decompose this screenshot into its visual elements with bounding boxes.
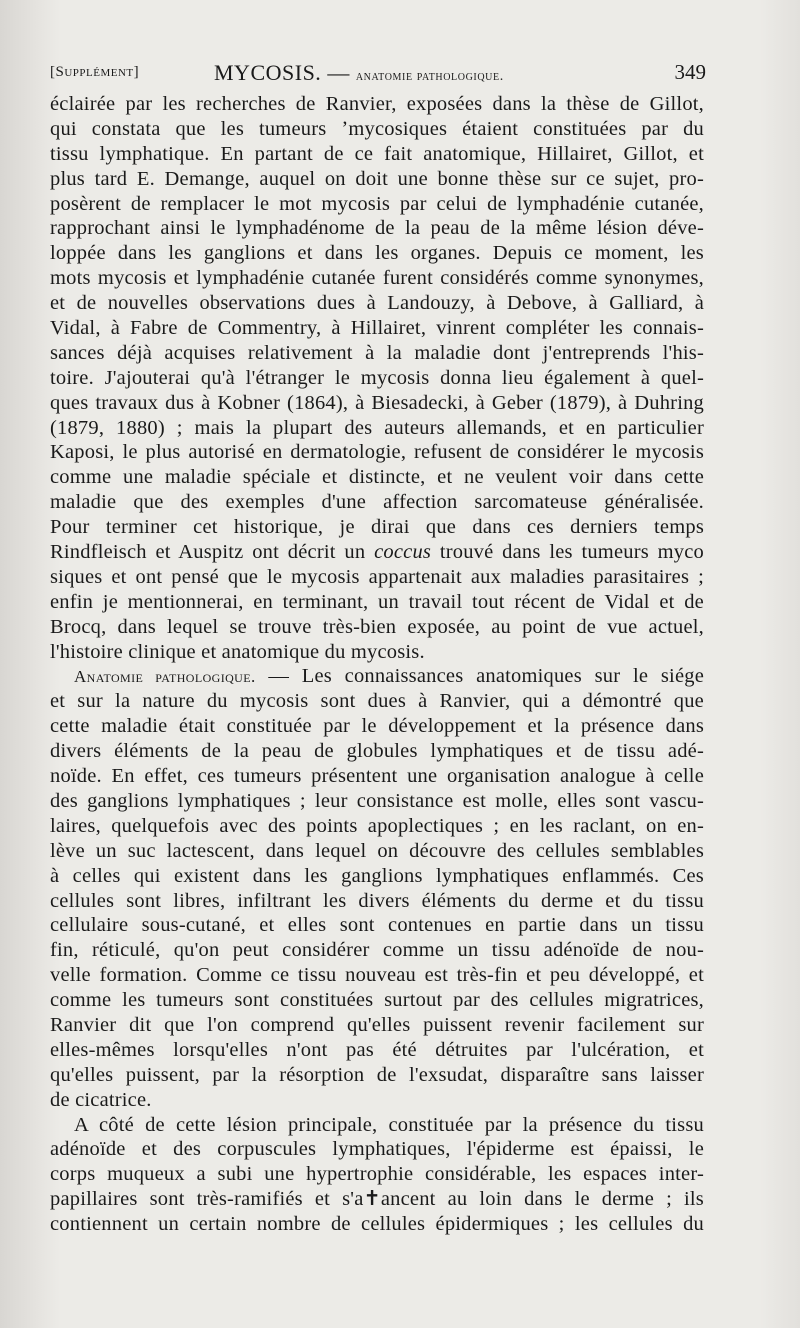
text-line: plus tard E. Demange, auquel on doit une bonne thèse sur ce sujet, pro- <box>50 167 704 190</box>
text-line: qu'elles puissent, par la résorption de l'exsudat, disparaître sans laisser <box>50 1063 704 1086</box>
text-line: laires, quelquefois avec des points apoplectiques ; en les raclant, on en- <box>50 814 704 837</box>
text-line: des ganglions lymphatiques ; leur consistance est molle, elles sont vascu- <box>50 789 704 812</box>
text-line: et de nouvelles observations dues à Landouzy, à Debove, à Galliard, à <box>50 292 704 315</box>
text-line: papillaires sont très-ramifiés et s'a✝ancent au loin dans le derme ; ils <box>50 1188 704 1211</box>
text-line: siques et ont pensé que le mycosis appartenait aux maladies parasitaires ; <box>50 565 704 588</box>
paragraph-pathology <box>50 664 704 1112</box>
text-line: contiennent un certain nombre de cellules épidermiques ; les cellules du <box>50 1213 704 1236</box>
text-line: noïde. En effet, ces tumeurs présentent une organisation analogue à celle <box>50 765 704 788</box>
text-line: lève un suc lactescent, dans lequel on découvre des cellules semblables <box>50 839 704 862</box>
text-line: l'histoire clinique et anatomique du mycosis. <box>50 640 425 663</box>
text-line: cellules sont libres, infiltrant les divers éléments du derme et du tissu <box>50 889 704 912</box>
text-line: A côté de cette lésion principale, constituée par la présence du tissu <box>74 1113 704 1136</box>
text-line: Kaposi, le plus autorisé en dermatologie, refusent de considérer le mycosis <box>50 441 704 464</box>
text-line: enfin je mentionnerai, en terminant, un travail tout récent de Vidal et de <box>50 590 704 613</box>
text-line: Brocq, dans lequel se trouve très-bien exposée, au point de vue actuel, <box>50 615 704 638</box>
text-line: comme les tumeurs sont constituées surtout par des cellules migratrices, <box>50 989 704 1012</box>
section-label: [Supplément] <box>50 64 140 80</box>
text-line: fin, réticulé, qu'on peut considérer comme un tissu adénoïde de nou- <box>50 939 704 962</box>
text-line: Ranvier dit que l'on comprend qu'elles puissent revenir facilement sur <box>50 1013 704 1036</box>
text-line: mots mycosis et lymphadénie cutanée furent considérés comme synonymes, <box>50 267 704 290</box>
text-line: Pour terminer cet historique, je dirai que dans ces derniers temps <box>50 516 704 539</box>
body-text <box>50 92 704 1237</box>
text-line: et sur la nature du mycosis sont dues à Ranvier, qui a démontré que <box>50 690 704 713</box>
text-line: qui constata que les tumeurs ʼmycosiques étaient constituées par du <box>50 117 704 140</box>
text-segment: trouvé dans les tumeurs myco <box>431 541 704 564</box>
text-line: rapprochant ainsi le lymphadénome de la peau de la même lésion déve- <box>50 217 704 240</box>
page-number: 349 <box>674 60 706 84</box>
text-line: de cicatrice. <box>50 1088 152 1111</box>
running-header <box>50 60 706 88</box>
text-line: adénoïde et des corpuscules lymphatiques, l'épiderme est épaissi, le <box>50 1138 704 1161</box>
text-line: cette maladie était constituée par le développement et la présence dans <box>50 715 704 738</box>
text-line: loppée dans les ganglions et dans les organes. Depuis ce moment, les <box>50 242 704 265</box>
text-segment: Rindfleisch et Auspitz ont décrit un <box>50 541 375 564</box>
page-title <box>214 60 504 86</box>
text-line: ques travaux dus à Kobner (1864), à Biesadecki, à Geber (1879), à Duhring <box>50 391 704 414</box>
text-line <box>50 540 704 565</box>
italic-term: coccus <box>374 541 432 564</box>
text-line: à celles qui existent dans les ganglions lymphatiques enflammés. Ces <box>50 864 704 887</box>
text-line: (1879, 1880) ; mais la plupart des auteurs allemands, et en particulier <box>50 416 704 439</box>
text-line: Vidal, à Fabre de Commentry, à Hillairet, vinrent compléter les connais- <box>50 317 704 340</box>
text-line: maladie que des exemples d'une affection sarcomateuse généralisée. <box>50 491 704 514</box>
paragraph-history <box>50 92 704 664</box>
text-segment: — Les connaissances anatomiques sur le siége <box>255 665 704 688</box>
text-line: toire. J'ajouterai qu'à l'étranger le mycosis donna lieu également à quel- <box>50 366 704 389</box>
title-subtitle: anatomie pathologique. <box>355 69 504 84</box>
title-dash: — <box>327 60 350 85</box>
text-line: cellulaire sous-cutané, et elles sont contenues en partie dans un tissu <box>50 914 704 937</box>
section-heading: Anatomie pathologique. <box>74 667 256 687</box>
text-line: comme une maladie spéciale et distincte, et ne veulent voir dans cette <box>50 466 704 489</box>
paragraph-lesion <box>50 1113 704 1237</box>
text-line: divers éléments de la peau de globules lymphatiques et de tissu adé- <box>50 740 704 763</box>
text-line: posèrent de remplacer le mot mycosis par celui de lymphadénie cutanée, <box>50 192 704 215</box>
text-line: corps muqueux a subi une hypertrophie considérable, les espaces inter- <box>50 1163 704 1186</box>
title-main: MYCOSIS. <box>214 60 322 85</box>
text-line: tissu lymphatique. En partant de ce fait anatomique, Hillairet, Gillot, et <box>50 142 704 165</box>
text-line: éclairée par les recherches de Ranvier, exposées dans la thèse de Gillot, <box>50 93 704 115</box>
text-line: sances déjà acquises relativement à la maladie dont j'entreprends l'his- <box>50 341 704 364</box>
text-line <box>50 664 704 689</box>
text-line: elles-mêmes lorsqu'elles n'ont pas été détruites par l'ulcération, et <box>50 1038 704 1061</box>
text-line: velle formation. Comme ce tissu nouveau est très-fin et peu développé, et <box>50 964 704 987</box>
